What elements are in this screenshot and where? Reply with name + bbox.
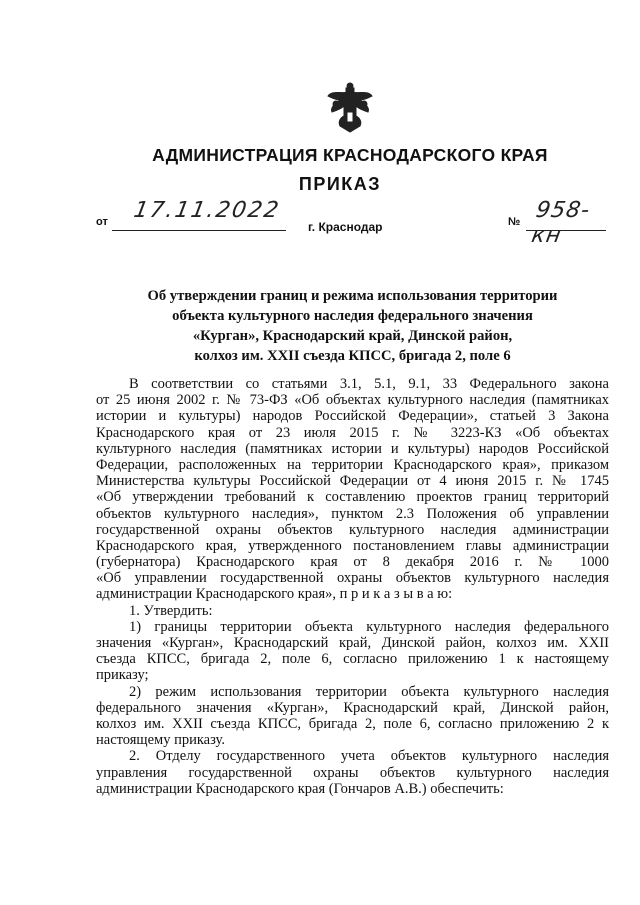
body-line: управления государственной охраны объектов культурного наследия [96, 764, 609, 781]
body-line: «Об утверждении требований к составлению проектов границ территорий [96, 489, 609, 506]
document-title [95, 286, 610, 366]
body-line: съезда КПСС, бригада 2, поле 6, согласно приложению 1 к настоящему [96, 651, 609, 668]
body-line: 2) режим использования территории объекта культурного наследия [129, 683, 609, 700]
body-line: Краснодарского края, утвержденного постановлением главы администрации [96, 537, 609, 554]
date-prefix: от [96, 216, 108, 228]
title-line: «Курган», Краснодарский край, Динской район, [192, 328, 513, 344]
body-line: колхоз им. XXII съезда КПСС, бригада 2, поле 6, согласно приложению 2 к [96, 715, 609, 732]
body-line: «Об управлении государственной охраны объектов культурного наследия [96, 570, 609, 587]
document-type: ПРИКАЗ [298, 174, 382, 194]
body-line: объектов культурного наследия», пунктом 2.3 Положения об управлении [96, 505, 609, 522]
title-line: объекта культурного наследия федерального значения [172, 308, 533, 324]
body-line: от 25 июня 2002 г. № 73-ФЗ «Об объектах культурного наследия (памятниках [96, 392, 609, 409]
number-underline [526, 230, 606, 231]
body-line: 2. Отделу государственного учета объектов культурного наследия [129, 748, 609, 765]
number-handwritten: 958-кн [529, 198, 593, 248]
body-line: Министерства культуры Российской Федерации от 4 июня 2015 г. № 1745 [96, 473, 609, 490]
date-underline [112, 230, 286, 231]
body-line: В соответствии со статьями 3.1, 5.1, 9.1, 33 Федерального закона [129, 376, 609, 392]
body-line: федерального значения «Курган», Краснодарский край, Динской район, [96, 699, 609, 716]
body-line: 1) границы территории объекта культурного наследия федерального [129, 618, 609, 635]
body-line: администрации Краснодарского края», п р и к а з ы в а ю: [96, 586, 453, 603]
body-line: 1. Утвердить: [129, 602, 213, 619]
body-line: истории и культуры) народов Российской Федерации», статьей 3 Закона [96, 408, 609, 425]
body-line: администрации Краснодарского края (Гончаров А.В.) обеспечить: [96, 780, 504, 797]
number-prefix: № [508, 216, 521, 228]
body-line: значения «Курган», Краснодарский край, Динской район, колхоз им. XXII [96, 635, 609, 651]
body-line: (губернатора) Краснодарского края от 8 декабря 2016 г. № 1000 [96, 554, 609, 571]
body-line: культурного наследия (памятниках истории и культуры) народов Российской [96, 440, 609, 457]
date-number-row [96, 198, 606, 248]
coat-of-arms-emblem [326, 82, 374, 134]
body-line: Краснодарского края от 23 июля 2015 г. № 3223-КЗ «Об объектах [96, 424, 609, 441]
body-line: Федерации, расположенных на территории Краснодарского края», приказом [96, 456, 609, 473]
document-body [96, 376, 609, 797]
title-line: Об утверждении границ и режима использования территории [147, 288, 558, 304]
body-line: настоящему приказу. [96, 732, 225, 749]
organization-name: АДМИНИСТРАЦИЯ КРАСНОДАРСКОГО КРАЯ [152, 145, 548, 165]
date-handwritten: 17.11.2022 [131, 198, 283, 223]
body-line: государственной охраны объектов культурного наследия администрации [96, 521, 609, 538]
body-line: приказу; [96, 667, 149, 684]
title-line: колхоз им. XXII съезда КПСС, бригада 2, поле 6 [194, 348, 511, 364]
city-label: г. Краснодар [308, 220, 383, 234]
